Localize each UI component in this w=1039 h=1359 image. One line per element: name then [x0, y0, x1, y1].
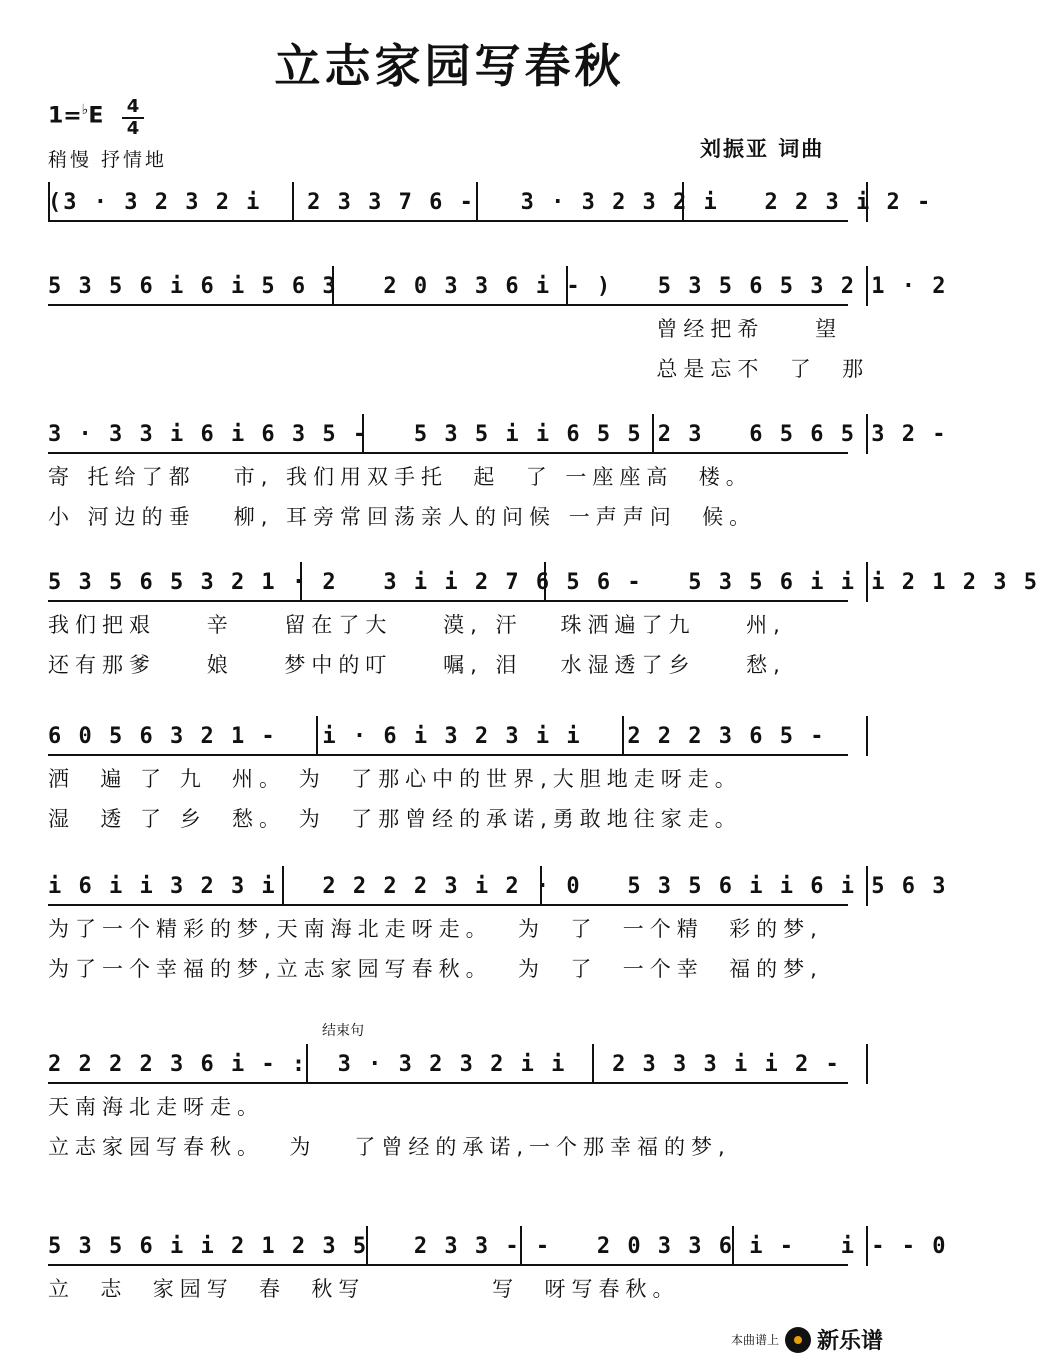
- key-prefix: 1=: [48, 103, 82, 129]
- barline: [476, 182, 478, 222]
- barline: [592, 1044, 594, 1084]
- barline: [48, 182, 50, 222]
- barline: [520, 1226, 522, 1266]
- footer-brand: 新乐谱: [816, 1329, 883, 1354]
- barline: [566, 266, 568, 306]
- tempo-marking: 稍慢 抒情地: [48, 149, 168, 171]
- lyric-line: 湿 透 了 乡 愁。 为 了那曾经的承诺,勇敢地往家走。: [48, 807, 742, 831]
- score-row: [0, 872, 948, 992]
- beam-underline: [48, 304, 848, 306]
- notation-line: (3 · 3 2 3 2 i 2 3 3 7 6 - 3 · 3 2 3 2 i 2 2 3 i 2 -: [48, 190, 933, 215]
- beam-underline: [48, 1082, 848, 1084]
- barline: [292, 182, 294, 222]
- barline: [622, 716, 624, 756]
- barline: [866, 266, 868, 306]
- lyric-line: 立 志 家园写 春 秋写 写 呀写春秋。: [48, 1277, 680, 1301]
- barline: [366, 1226, 368, 1266]
- footer: [731, 1324, 883, 1355]
- notation-line: 5 3 5 6 i i 2 1 2 3 5 2 3 3 - - 2 0 3 3 6 i - i - - 0: [48, 1234, 948, 1259]
- score-row: [0, 1023, 899, 1170]
- notation-line: 3 · 3 3 i 6 i 6 3 5 - 5 3 5 i i 6 5 5 2 3 6 5 6 5 3 2 -: [48, 422, 948, 447]
- score-row: [0, 568, 1039, 688]
- key-signature: [48, 102, 103, 128]
- barline: [866, 414, 868, 454]
- key-note: E: [88, 103, 104, 129]
- notation-line: 5 3 5 6 5 3 2 1 · 2 3 i i 2 7 6 5 6 - 5 3 5 6 i i i 2 1 2 3 5: [48, 570, 1039, 595]
- barline: [306, 1044, 308, 1084]
- barline: [866, 716, 868, 756]
- barline: [540, 866, 542, 906]
- lyric-line: 还有那爹 娘 梦中的叮 嘱, 泪 水湿透了乡 愁,: [48, 653, 786, 677]
- footer-prefix: 本曲谱上: [730, 1333, 779, 1347]
- barline: [866, 182, 868, 222]
- beam-underline: [48, 452, 848, 454]
- meter-bottom: 4: [126, 118, 140, 139]
- barline: [652, 414, 654, 454]
- notation-line: 2 2 2 2 3 6 i - : 3 · 3 2 3 2 i i 2 3 3 3 i i 2 -: [48, 1052, 841, 1077]
- score-row: [0, 272, 948, 392]
- lyric-line: 立志家园写春秋。 为 了曾经的承诺,一个那幸福的梦,: [48, 1135, 731, 1159]
- notation-line: 5 3 5 6 i 6 i 5 6 3 2 0 3 3 6 i - ) 5 3 5 6 5 3 2 1 · 2: [48, 274, 948, 299]
- time-signature: [122, 98, 144, 138]
- notation-line: 6 0 5 6 3 2 1 - i · 6 i 3 2 3 i i 2 2 2 3 6 5 -: [48, 724, 826, 749]
- lyric-line: 为了一个幸福的梦,立志家园写春秋。 为 了 一个幸 福的梦,: [48, 957, 823, 981]
- composer-credit: 刘振亚 词曲: [700, 137, 825, 161]
- lyric-line: 小 河边的垂 柳, 耳旁常回荡亲人的问候 一声声问 候。: [48, 505, 757, 529]
- beam-underline: [48, 1264, 848, 1266]
- lyric-line: 为了一个精彩的梦,天南海北走呀走。 为 了 一个精 彩的梦,: [48, 917, 823, 941]
- page-title: 立志家园写春秋: [274, 39, 625, 93]
- lyric-line: 曾经把希 望: [48, 317, 843, 341]
- score-row: [0, 722, 899, 842]
- barline: [732, 1226, 734, 1266]
- score-row: [0, 420, 948, 540]
- beam-underline: [48, 220, 848, 222]
- barline: [362, 414, 364, 454]
- barline: [682, 182, 684, 222]
- flat-sign: ♭: [81, 102, 89, 118]
- barline: [866, 1044, 868, 1084]
- barline: [544, 562, 546, 602]
- beam-underline: [48, 754, 848, 756]
- beam-underline: [48, 904, 848, 906]
- barline: [866, 1226, 868, 1266]
- barline: [282, 866, 284, 906]
- barline: [866, 562, 868, 602]
- barline: [332, 266, 334, 306]
- notation-line: i 6 i i 3 2 3 i 2 2 2 2 3 i 2 · 0 5 3 5 6 i i 6 i 5 6 3: [48, 874, 948, 899]
- beam-underline: [48, 600, 848, 602]
- ending-label: 结束句: [322, 1023, 364, 1039]
- lyric-line: 我们把艰 辛 留在了大 漠, 汗 珠洒遍了九 州,: [48, 613, 786, 637]
- lyric-line: 总是忘不 了 那: [48, 357, 870, 381]
- lyric-line: 天南海北走呀走。: [48, 1095, 264, 1119]
- barline: [866, 866, 868, 906]
- barline: [316, 716, 318, 756]
- meter-top: 4: [126, 96, 140, 117]
- disc-logo-icon: [785, 1327, 811, 1353]
- barline: [300, 562, 302, 602]
- lyric-line: 寄 托给了都 市, 我们用双手托 起 了 一座座高 楼。: [48, 465, 753, 489]
- lyric-line: 洒 遍 了 九 州。 为 了那心中的世界,大胆地走呀走。: [48, 767, 742, 791]
